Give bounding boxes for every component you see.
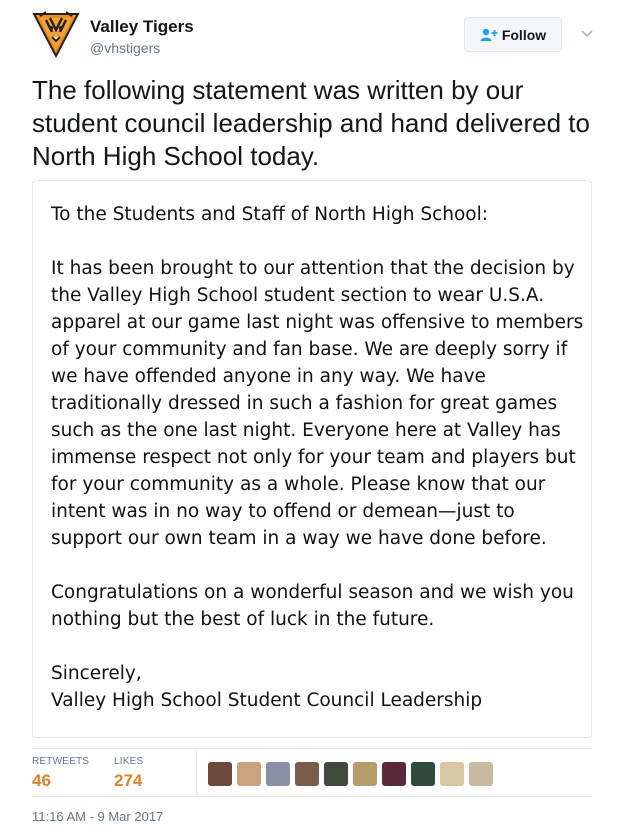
tiger-mascot-icon[interactable] [32,10,80,58]
likes-count: 274 [114,771,143,790]
letter-signoff: Sincerely, [51,663,142,684]
liker-avatar[interactable] [208,762,232,786]
attached-image[interactable] [32,180,592,738]
tweet-header [32,10,592,60]
letter-closing: Congratulations on a wonderful season and we wish you nothing but the best of luck in the future. [51,582,574,630]
tweet-timestamp[interactable]: 11:16 AM - 9 Mar 2017 [32,809,164,824]
retweets-label: RETWEETS [32,756,90,767]
retweets-stat[interactable] [32,756,89,791]
likes-label: LIKES [114,756,144,767]
liker-avatar[interactable] [382,762,406,786]
account-name[interactable]: Valley Tigers [90,17,194,36]
liker-avatars [208,762,493,786]
tweet-stats [32,749,592,796]
liker-avatar[interactable] [295,762,319,786]
divider [196,749,197,796]
liker-avatar[interactable] [440,762,464,786]
likes-stat[interactable] [114,756,143,791]
liker-avatar[interactable] [237,762,261,786]
liker-avatar[interactable] [324,762,348,786]
follow-button[interactable] [464,17,562,52]
chevron-down-icon[interactable] [580,26,594,40]
liker-avatar[interactable] [266,762,290,786]
letter-greeting: To the Students and Staff of North High School: [51,204,488,225]
follow-label: Follow [501,26,547,43]
letter-signature: Valley High School Student Council Leadership [51,690,483,711]
liker-avatar[interactable] [411,762,435,786]
liker-avatar[interactable] [469,762,493,786]
letter-body: It has been brought to our attention that the decision by the Valley High School student section to wear U.S.A. apparel at our game last night was offensive to members of your community and fan base. We are deeply sorry if we have offended anyone in any way. We have traditionally dressed in such a fashion for great games such as the one last night. Everyone here at Valley has immense respect not only for your team and players but for your community as a whole. Please know that our intent was in no way to offend or demean—just to support our own team in a way we have done before. [51,258,584,549]
divider [32,796,592,797]
liker-avatar[interactable] [353,762,377,786]
tweet-text: The following statement was written by our student council leadership and hand delivered to North High School today. [32,75,590,171]
letter-content [51,201,587,714]
add-user-icon [480,28,498,42]
retweets-count: 46 [32,771,51,790]
account-handle[interactable]: @vhstigers [90,40,161,56]
